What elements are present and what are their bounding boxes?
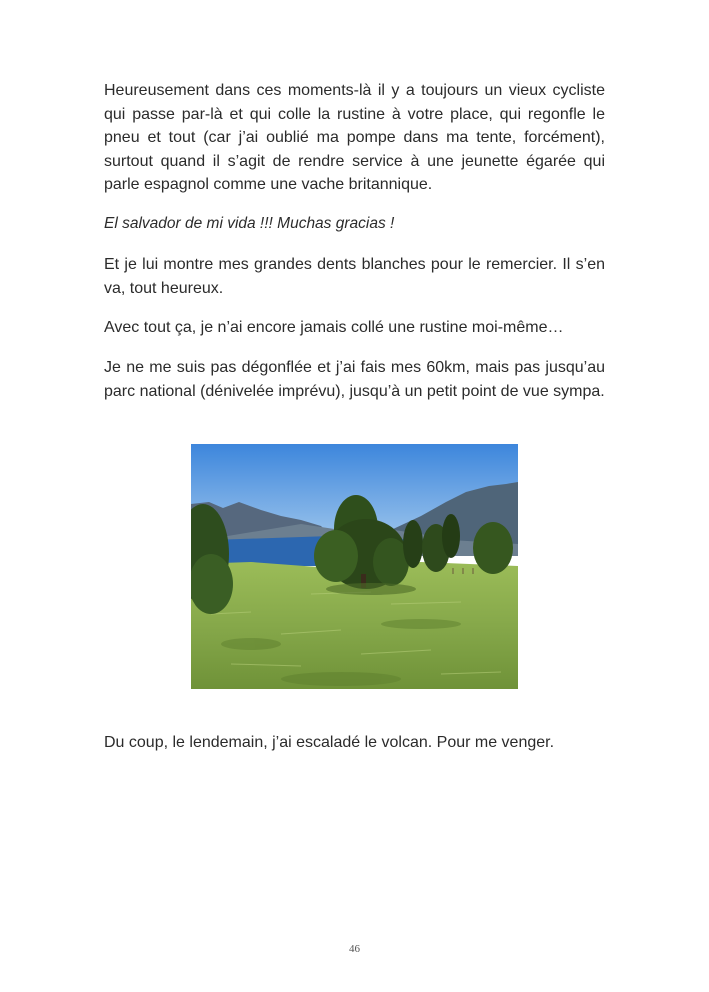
- page-number: 46: [349, 943, 360, 955]
- paragraph-thanking-cyclist: Et je lui montre mes grandes dents blanches pour le remercier. Il s’en va, tout heureux.: [104, 256, 605, 297]
- paragraph-60km-ride: Je ne me suis pas dégonflée et j’ai fais mes 60km, mais pas jusqu’au parc national (dénivelée imprévu), jusqu’à un petit point de vue sympa.: [104, 359, 605, 400]
- paragraph-volcano-revenge: Du coup, le lendemain, j’ai escaladé le volcan. Pour me venger.: [104, 734, 555, 751]
- landscape-photo: [191, 444, 518, 689]
- paragraph-spanish-thanks: El salvador de mi vida !!! Muchas gracias !: [104, 215, 395, 232]
- paragraph-never-glued: Avec tout ça, je n’ai encore jamais collé une rustine moi-même…: [104, 319, 564, 336]
- paragraph-rustine-story: Heureusement dans ces moments-là il y a toujours un vieux cycliste qui passe par-là et qui colle la rustine à votre place, qui regonfle le pneu et tout (car j’ai oublié ma pompe dans ma tente, forcément), surtout quand il s’agit de rendre service à une jeunette égarée qui parle espagnol comme une vache britannique.: [104, 82, 605, 193]
